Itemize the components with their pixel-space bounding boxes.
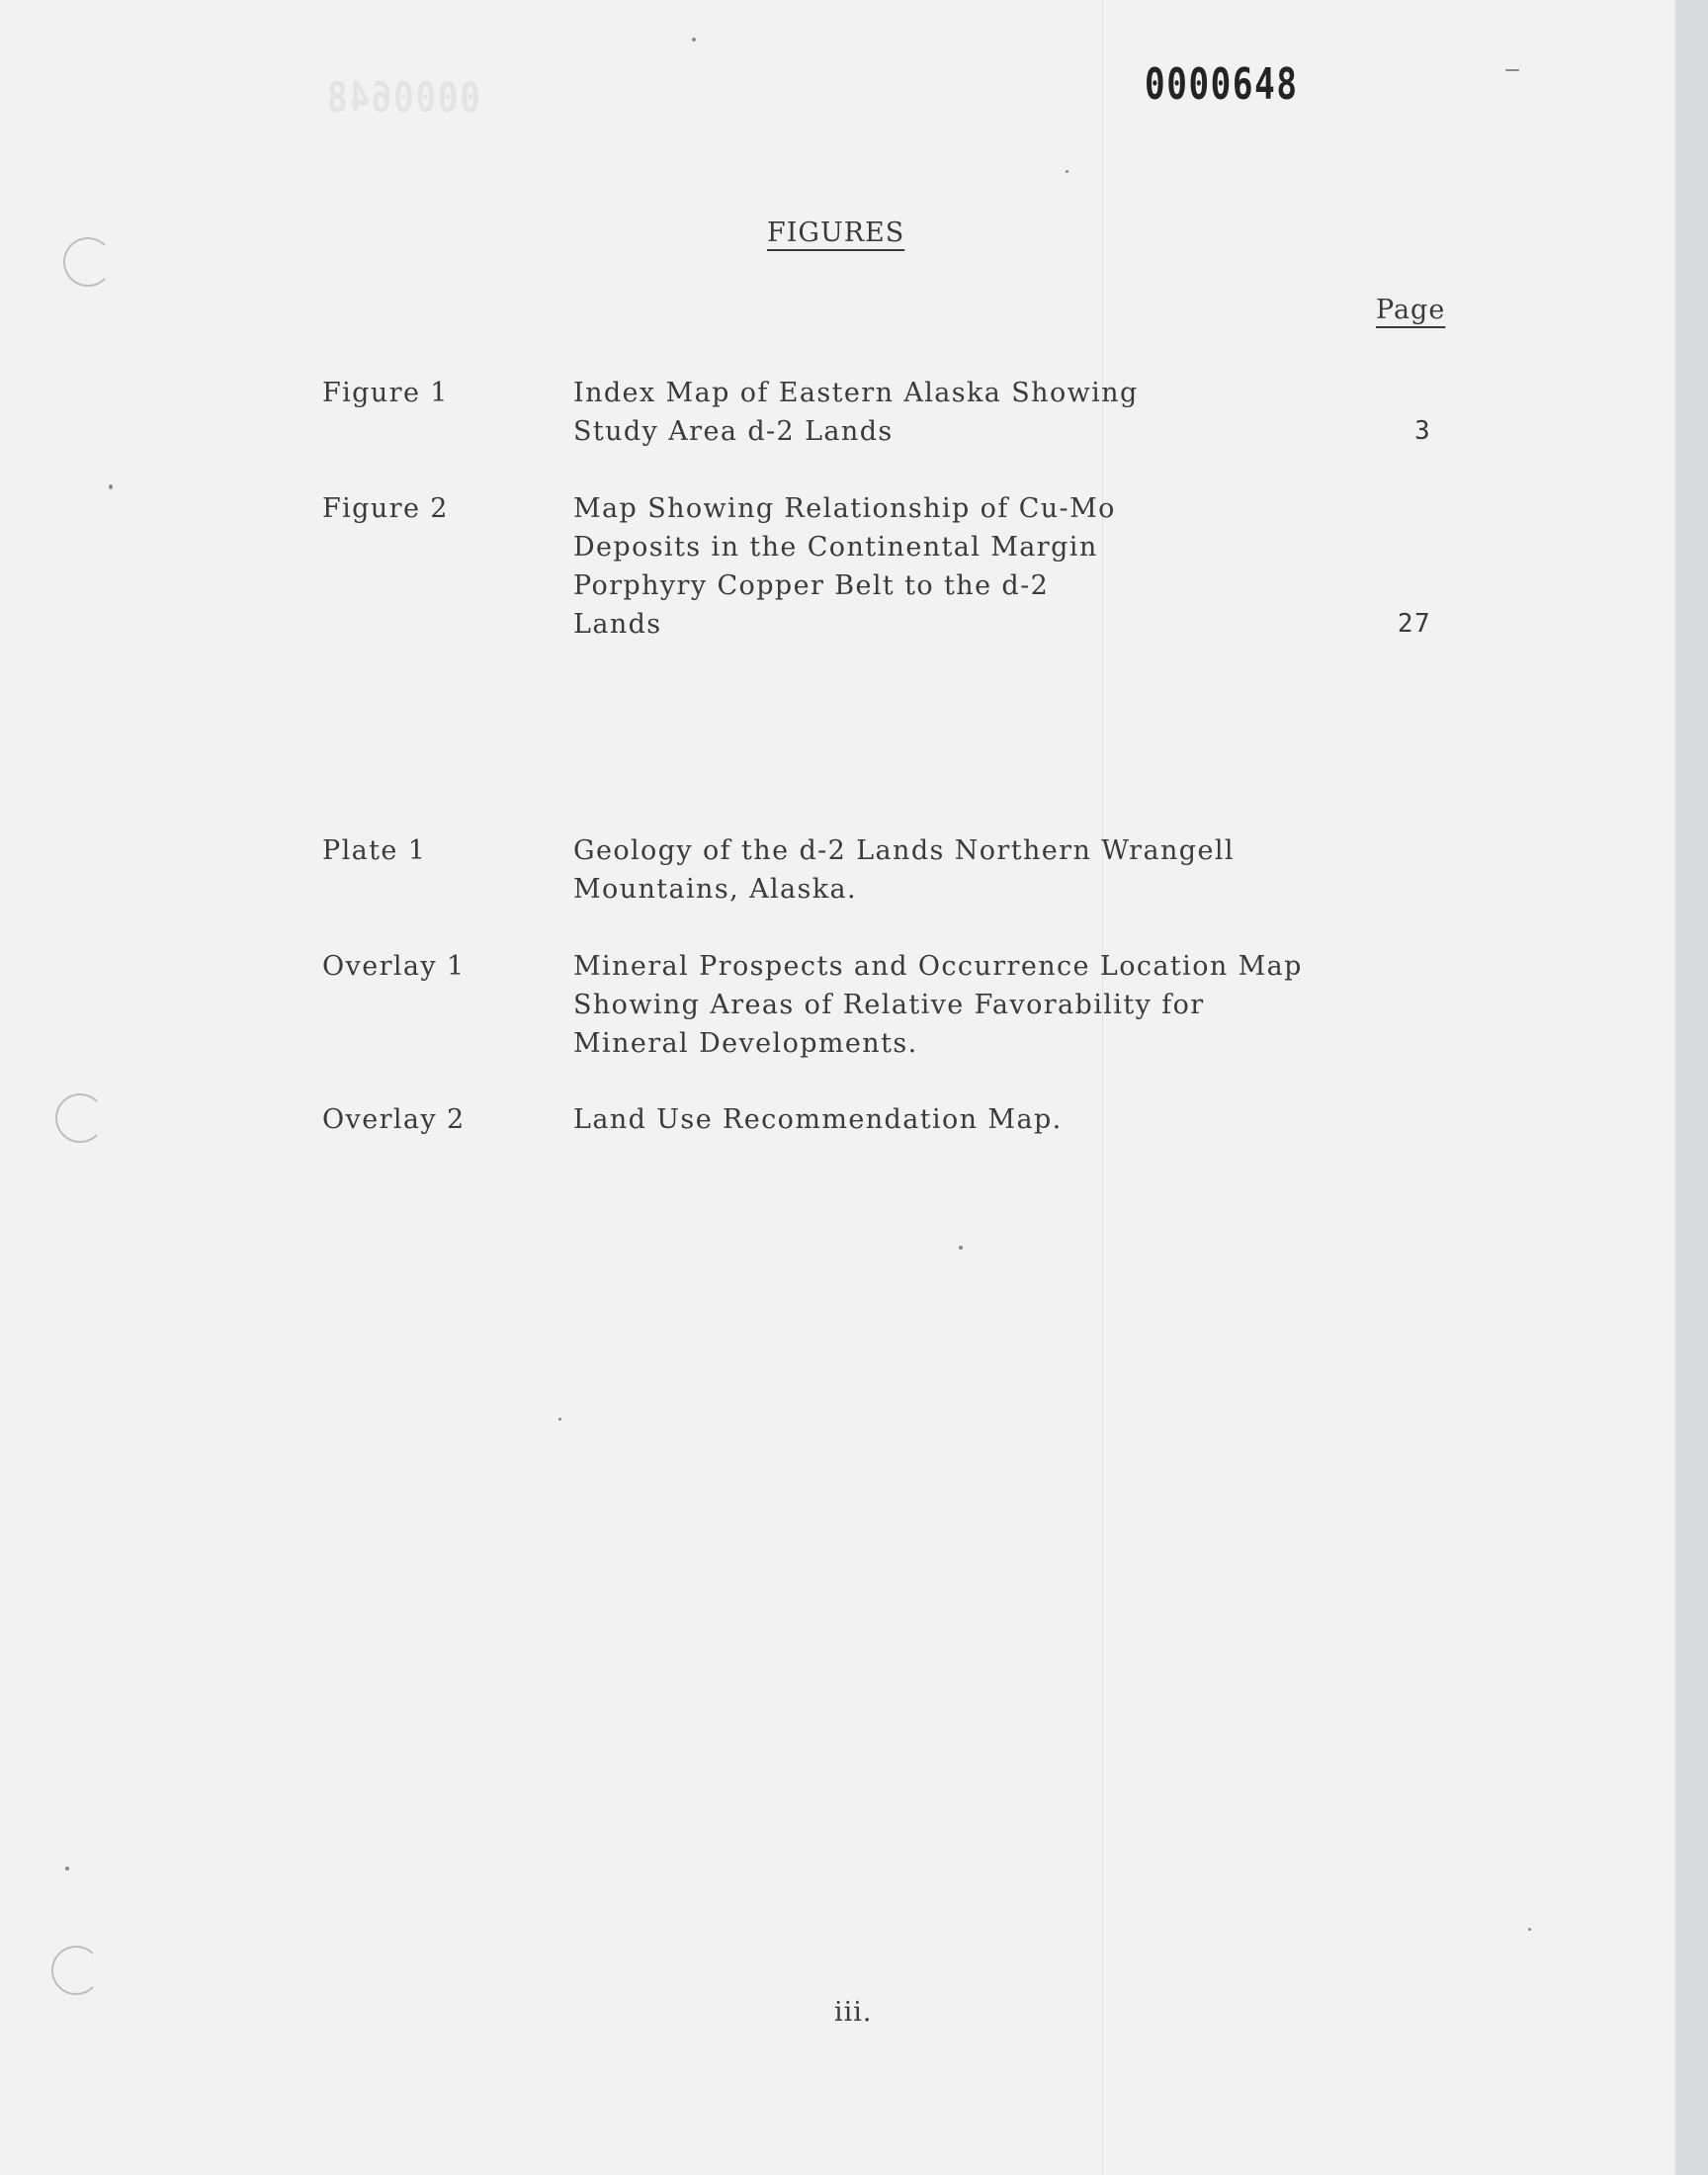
entry-line: Study Area d-2 Lands [573,416,894,447]
scan-speck [109,484,113,489]
scan-speck [692,38,696,42]
scan-speck [1505,69,1519,71]
punch-hole-top [63,237,113,287]
entry-line: Mineral Prospects and Occurrence Location Map [573,951,1303,982]
document-stamp-number: 0000648 [1145,59,1299,110]
entry-description [573,1100,1423,1139]
scan-speck [959,1246,963,1250]
entry-line: Index Map of Eastern Alaska Showing [573,378,1139,408]
entry-line: Showing Areas of Relative Favorability for [573,990,1205,1020]
entry-label: Figure 1 [322,378,449,408]
entry-page-number: 3 [1413,416,1431,446]
scan-speck [1066,170,1068,173]
entry-description [573,374,1423,451]
page-column-header: Page [1376,295,1446,325]
scan-speck [558,1418,561,1421]
page-title: FIGURES [767,218,905,248]
entry-line: Geology of the d-2 Lands Northern Wrangell [573,835,1235,866]
entry-description [573,831,1423,909]
punch-hole-bottom [51,1946,101,1995]
entry-description [573,489,1423,644]
entry-label: Plate 1 [322,835,427,866]
fold-line [1102,0,1103,2175]
entry-line: Deposits in the Continental Margin [573,532,1098,563]
entry-line: Lands [573,609,662,640]
entry-description [573,947,1423,1063]
bleed-through-stamp: 0000648 [325,73,480,122]
scan-speck [65,1867,69,1870]
entry-line: Porphyry Copper Belt to the d-2 [573,570,1050,601]
page-number-footer: iii. [834,1997,873,2028]
entry-line: Map Showing Relationship of Cu-Mo [573,493,1116,524]
entry-label: Figure 2 [322,493,449,524]
entry-page-number: 27 [1397,609,1431,639]
scan-speck [1528,1928,1531,1931]
entry-label: Overlay 1 [322,951,466,982]
entry-line: Mineral Developments. [573,1028,918,1059]
punch-hole-middle [55,1093,105,1143]
entry-line: Land Use Recommendation Map. [573,1104,1063,1135]
entry-label: Overlay 2 [322,1104,466,1135]
entry-line: Mountains, Alaska. [573,874,857,905]
